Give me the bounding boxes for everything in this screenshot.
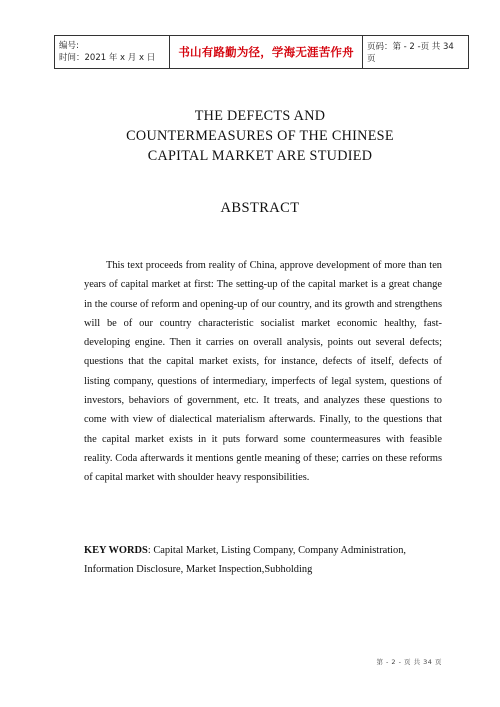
page-info: 页码：第 - 2 -页 共 34 页 bbox=[366, 42, 454, 64]
document-title bbox=[60, 106, 460, 166]
title-line-3: CAPITAL MARKET ARE STUDIED bbox=[147, 148, 373, 164]
document-header bbox=[54, 35, 469, 69]
page-footer: 第 - 2 - 页 共 34 页 bbox=[376, 658, 442, 666]
abstract-text: This text proceeds from reality of China, approve development of more than ten years of capital market at first: The setting-up of the capital market is a great change in the course of reform and opening-up of our country, and its growth and strengthens will be of our country characteristic socialist market economic healthy, fast-developing engine. Then it carries on overall analysis, points out several defects; questions that the capital market exists, for instance, defects of itself, defects of listing company, questions of intermediary, imperfects of legal system, questions of investors, behaviors of government, etc. It treats, and analyzes these questions to come with view of dialectical materialism afterwards. Finally, to the questions that the capital market exists in it puts forward some countermeasures with feasible reality. Coda afterwards it mentions gentle meaning of these; carries on these reforms of capital market with shoulder heavy responsibilities. bbox=[84, 260, 442, 484]
keywords-label: KEY WORDS bbox=[84, 545, 148, 556]
keywords-text: Capital Market, Listing Company, Company Administration, Information Disclosure, Market Inspection,Subholding bbox=[84, 545, 407, 576]
header-meta-cell bbox=[55, 36, 170, 69]
header-motto-cell bbox=[170, 36, 363, 69]
motto-text: 书山有路勤为径，学海无涯苦作舟 bbox=[178, 45, 354, 59]
keywords-separator: : bbox=[147, 545, 154, 556]
keywords-paragraph bbox=[84, 541, 444, 580]
number-label: 编号: bbox=[59, 41, 79, 51]
title-line-2: COUNTERMEASURES OF THE CHINESE bbox=[126, 128, 394, 144]
abstract-heading: ABSTRACT bbox=[220, 200, 300, 216]
title-line-1: THE DEFECTS AND bbox=[194, 108, 326, 124]
time-label: 时间：2021 年 x 月 x 日 bbox=[59, 53, 156, 63]
header-page-cell bbox=[362, 36, 468, 69]
